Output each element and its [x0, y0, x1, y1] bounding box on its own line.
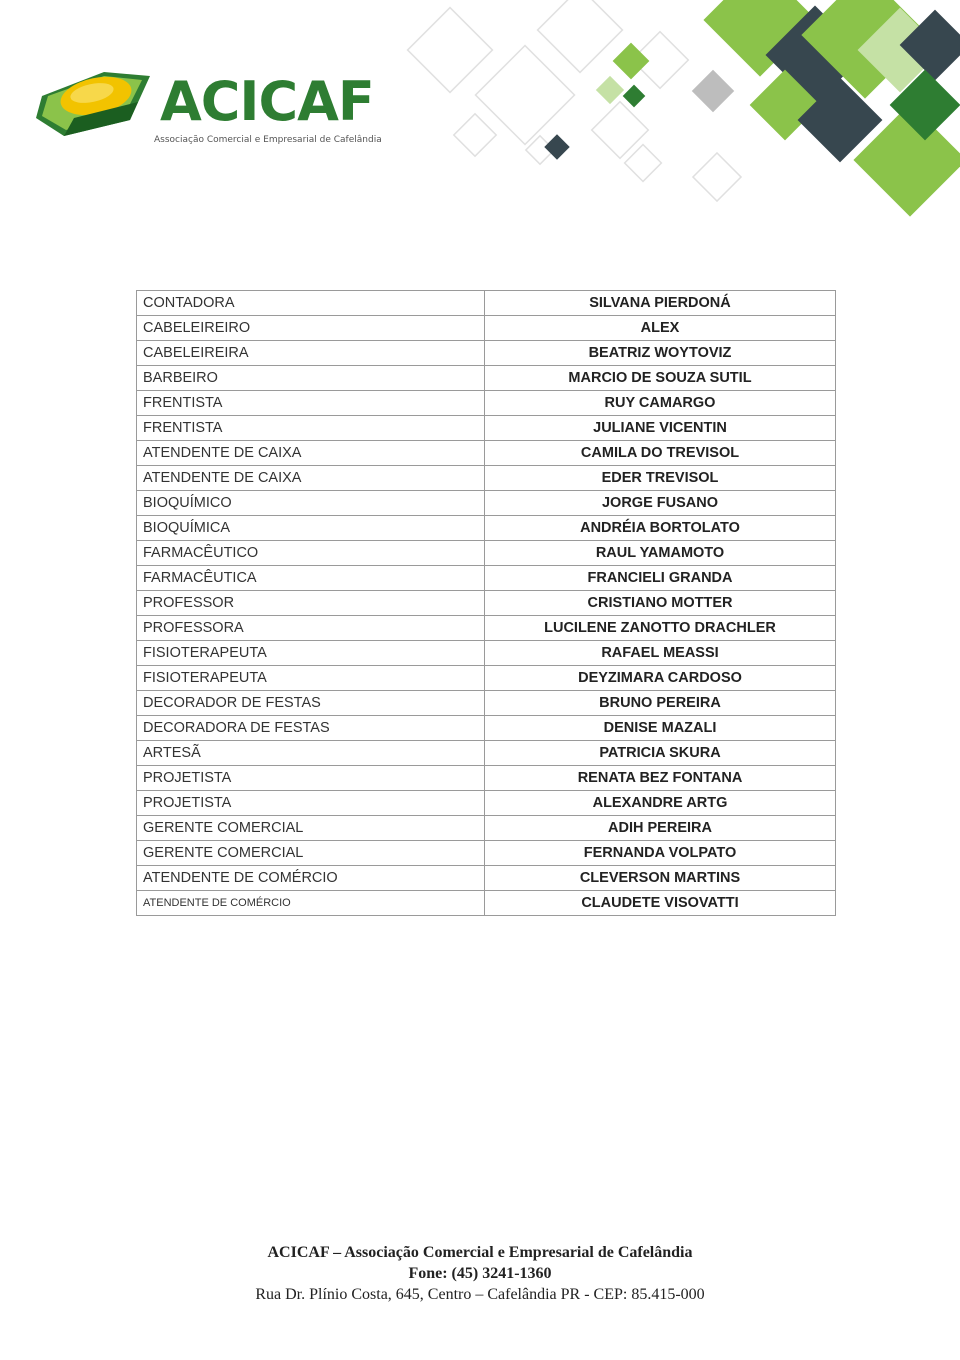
role-cell: PROFESSOR	[137, 591, 485, 616]
table-row	[137, 891, 836, 916]
logo-name: ACICAF	[160, 70, 374, 133]
table-row	[137, 416, 836, 441]
person-name-cell: MARCIO DE SOUZA SUTIL	[485, 366, 836, 391]
role-cell: PROFESSORA	[137, 616, 485, 641]
table-row	[137, 541, 836, 566]
role-cell: FRENTISTA	[137, 416, 485, 441]
footer-address: Rua Dr. Plínio Costa, 645, Centro – Cafelândia PR - CEP: 85.415-000	[255, 1286, 705, 1303]
role-cell: BARBEIRO	[137, 366, 485, 391]
role-cell: PROJETISTA	[137, 766, 485, 791]
role-cell: ATENDENTE DE CAIXA	[137, 441, 485, 466]
role-cell: BIOQUÍMICA	[137, 516, 485, 541]
person-name-cell: CLEVERSON MARTINS	[485, 866, 836, 891]
role-cell: CABELEIREIRA	[137, 341, 485, 366]
person-name-cell: PATRICIA SKURA	[485, 741, 836, 766]
person-name-cell: ALEX	[485, 316, 836, 341]
decorative-squares	[400, 0, 960, 230]
table-row	[137, 591, 836, 616]
person-name-cell: ADIH PEREIRA	[485, 816, 836, 841]
table-row	[137, 641, 836, 666]
table-row	[137, 341, 836, 366]
table-row	[137, 616, 836, 641]
header-logo	[34, 66, 414, 156]
person-name-cell: DEYZIMARA CARDOSO	[485, 666, 836, 691]
person-name-cell: RUY CAMARGO	[485, 391, 836, 416]
person-name-cell: ALEXANDRE ARTG	[485, 791, 836, 816]
role-cell: FRENTISTA	[137, 391, 485, 416]
logo-tagline: Associação Comercial e Empresarial de Cafelândia	[154, 135, 382, 145]
table-row	[137, 766, 836, 791]
table-row	[137, 366, 836, 391]
table-row	[137, 741, 836, 766]
person-name-cell: BRUNO PEREIRA	[485, 691, 836, 716]
table-row	[137, 566, 836, 591]
table-row	[137, 291, 836, 316]
role-cell: GERENTE COMERCIAL	[137, 816, 485, 841]
role-cell: ATENDENTE DE COMÉRCIO	[137, 891, 485, 916]
person-name-cell: CRISTIANO MOTTER	[485, 591, 836, 616]
person-name-cell: ANDRÉIA BORTOLATO	[485, 516, 836, 541]
role-cell: FARMACÊUTICA	[137, 566, 485, 591]
person-name-cell: RAFAEL MEASSI	[485, 641, 836, 666]
role-cell: BIOQUÍMICO	[137, 491, 485, 516]
person-name-cell: RAUL YAMAMOTO	[485, 541, 836, 566]
professionals-table-grid	[136, 290, 836, 916]
person-name-cell: FERNANDA VOLPATO	[485, 841, 836, 866]
role-cell: PROJETISTA	[137, 791, 485, 816]
table-row	[137, 516, 836, 541]
table-row	[137, 841, 836, 866]
person-name-cell: CLAUDETE VISOVATTI	[485, 891, 836, 916]
table-row	[137, 816, 836, 841]
person-name-cell: SILVANA PIERDONÁ	[485, 291, 836, 316]
table-row	[137, 466, 836, 491]
role-cell: ARTESÃ	[137, 741, 485, 766]
role-cell: ATENDENTE DE COMÉRCIO	[137, 866, 485, 891]
role-cell: ATENDENTE DE CAIXA	[137, 466, 485, 491]
person-name-cell: CAMILA DO TREVISOL	[485, 441, 836, 466]
person-name-cell: JORGE FUSANO	[485, 491, 836, 516]
table-row	[137, 491, 836, 516]
table-row	[137, 666, 836, 691]
professionals-table	[136, 290, 836, 916]
table-row	[137, 791, 836, 816]
role-cell: DECORADOR DE FESTAS	[137, 691, 485, 716]
person-name-cell: RENATA BEZ FONTANA	[485, 766, 836, 791]
outline-squares	[408, 0, 741, 201]
footer-phone: Fone: (45) 3241-1360	[408, 1265, 552, 1282]
role-cell: DECORADORA DE FESTAS	[137, 716, 485, 741]
person-name-cell: DENISE MAZALI	[485, 716, 836, 741]
role-cell: FISIOTERAPEUTA	[137, 666, 485, 691]
person-name-cell: FRANCIELI GRANDA	[485, 566, 836, 591]
person-name-cell: LUCILENE ZANOTTO DRACHLER	[485, 616, 836, 641]
role-cell: GERENTE COMERCIAL	[137, 841, 485, 866]
filled-squares	[544, 0, 960, 217]
table-row	[137, 691, 836, 716]
footer	[0, 1242, 960, 1305]
table-row	[137, 316, 836, 341]
role-cell: FISIOTERAPEUTA	[137, 641, 485, 666]
footer-org-name: ACICAF – Associação Comercial e Empresarial de Cafelândia	[267, 1244, 693, 1261]
role-cell: FARMACÊUTICO	[137, 541, 485, 566]
role-cell: CABELEIREIRO	[137, 316, 485, 341]
table-row	[137, 716, 836, 741]
table-body	[137, 291, 836, 916]
person-name-cell: JULIANE VICENTIN	[485, 416, 836, 441]
acicaf-logo-icon	[34, 66, 154, 142]
person-name-cell: BEATRIZ WOYTOVIZ	[485, 341, 836, 366]
person-name-cell: EDER TREVISOL	[485, 466, 836, 491]
role-cell: CONTADORA	[137, 291, 485, 316]
table-row	[137, 391, 836, 416]
table-row	[137, 441, 836, 466]
table-row	[137, 866, 836, 891]
